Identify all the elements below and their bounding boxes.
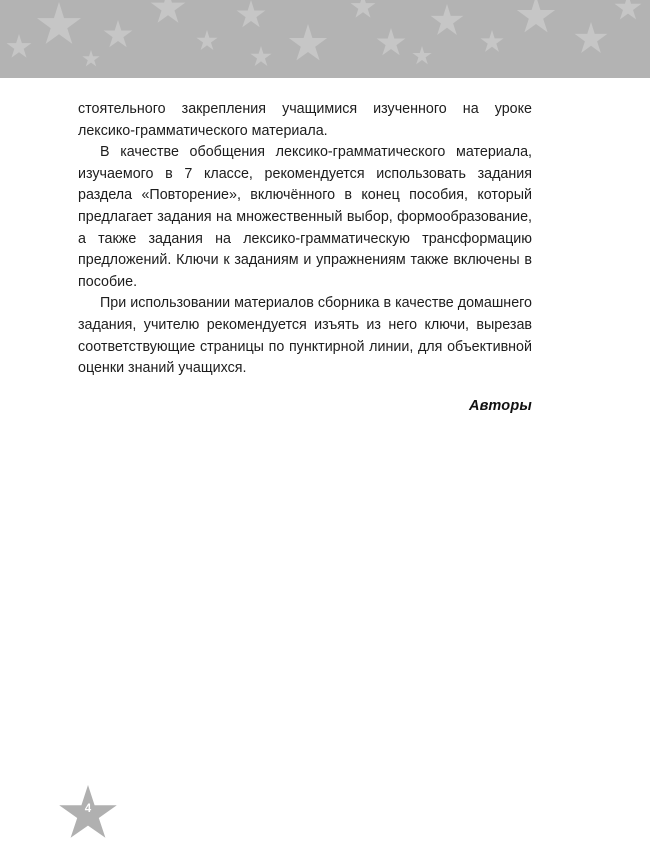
star-icon — [6, 34, 32, 60]
paragraph-1: стоятельного закрепления учащимися изученного на уроке лексико-грамматического материала. — [78, 101, 532, 139]
body-text — [78, 99, 532, 414]
page-number-label: 4 — [84, 803, 92, 815]
star-icon — [82, 50, 100, 68]
authors-signature: Авторы — [468, 397, 532, 414]
decorative-star-band — [0, 0, 650, 78]
paragraph-2: В качестве обобщения лексико-грамматического материала, изучаемого в 7 классе, рекомендуется использовать задания раздела «Повторение», включённого в конец пособия, который предлагает задания на множественный выбор, формообразование, а также задания на лексико-грамматическую трансформацию предложений. Ключи к заданиям и упражнениям также включены в пособие. — [78, 144, 532, 290]
star-icon — [412, 46, 432, 66]
star-icon — [350, 0, 376, 20]
star-icon — [614, 0, 642, 22]
page-content — [0, 78, 650, 865]
star-icon — [150, 0, 186, 26]
star-icon — [288, 24, 328, 64]
star-icon — [516, 0, 556, 36]
star-icon — [574, 22, 608, 56]
paragraph-3: При использовании материалов сборника в качестве домашнего задания, учителю рекомендуется изъять из него ключи, вырезав соответствующие страницы по пунктирной линии, для объективной оценки знаний учащихся. — [78, 295, 532, 377]
star-icon — [250, 46, 272, 68]
star-icon — [36, 2, 82, 48]
star-icon — [480, 30, 504, 54]
star-icon — [236, 0, 266, 30]
star-icon — [430, 4, 464, 38]
star-icon — [103, 20, 133, 50]
star-icon — [196, 30, 218, 52]
page-number-badge — [58, 785, 118, 843]
star-icon — [376, 28, 406, 58]
